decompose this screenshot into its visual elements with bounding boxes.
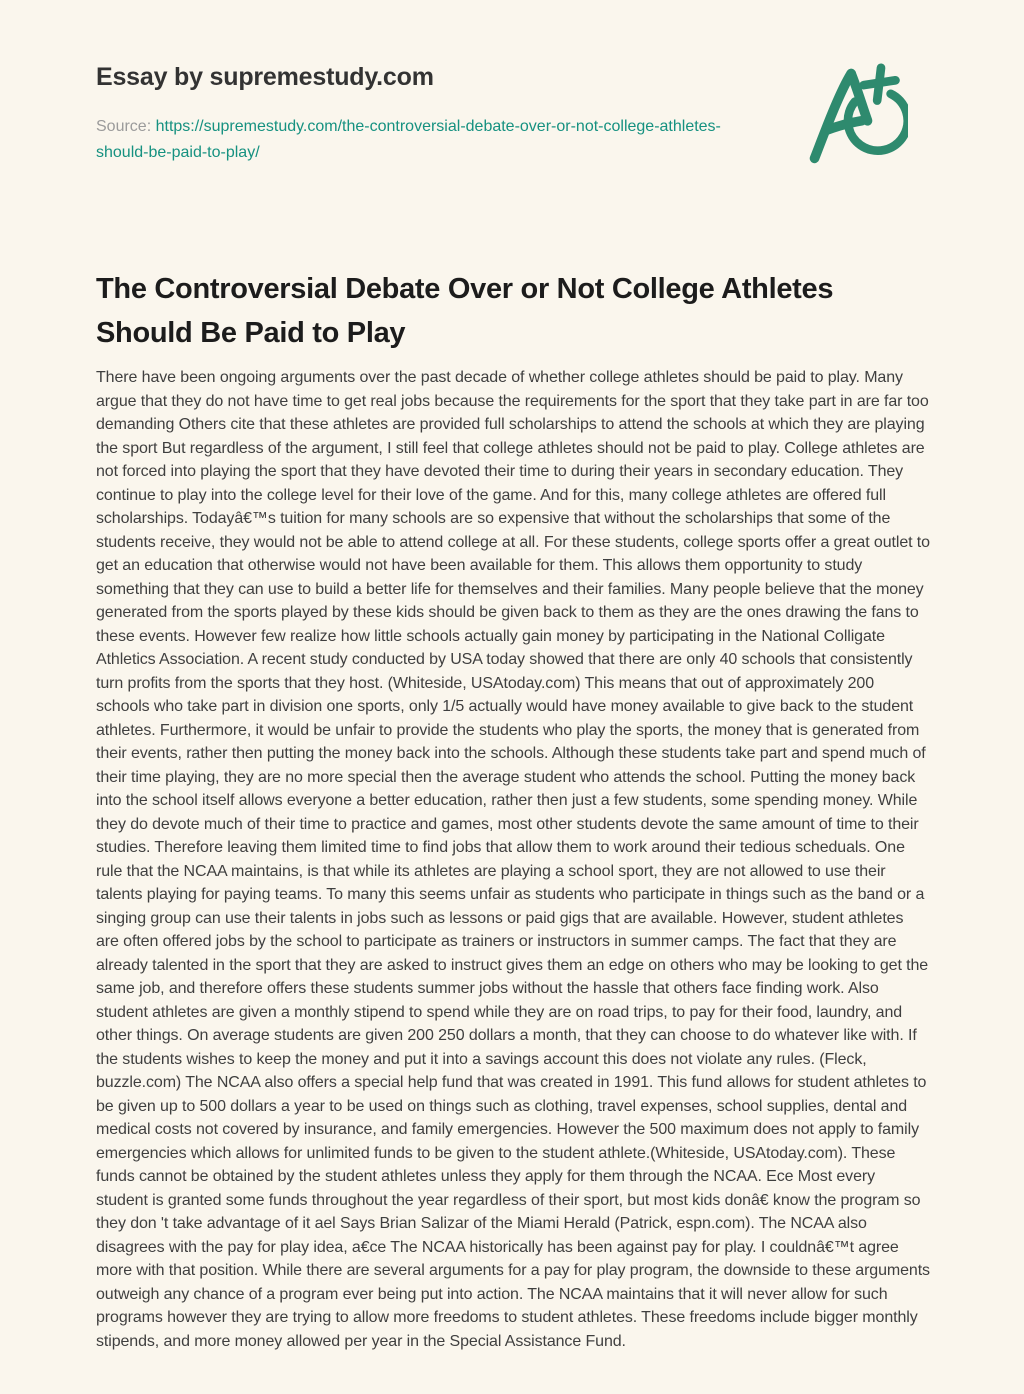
site-title: Essay by supremestudy.com	[96, 63, 434, 91]
a-plus-logo-icon	[802, 60, 908, 175]
source-line	[96, 114, 751, 166]
document-header	[96, 62, 930, 175]
source-label: Source:	[96, 118, 152, 135]
essay-title: The Controversial Debate Over or Not College Athletes Should Be Paid to Play	[96, 273, 834, 349]
header-text-block	[96, 62, 751, 166]
source-url-link[interactable]: https://supremestudy.com/the-controversial-debate-over-or-not-college-athletes-should-be-paid-to-play/	[96, 118, 721, 161]
essay-body-text: There have been ongoing arguments over the past decade of whether college athletes should be paid to play. Many argue that they do not have time to get real jobs because the requirements for the sport that they take part in are far too demanding Others cite that these athletes are provided full scholarships to attend the schools at which they are playing the sport But regardless of the argument, I still feel that college athletes should not be paid to play. College athletes are not forced into playing the sport that they have devoted their time to during their years in secondary education. They continue to play into the college level for their love of the game. And for this, many college athletes are offered full scholarships. Todayâ€™s tuition for many schools are so expensive that without the scholarships that some of the students receive, they would not be able to attend college at all. For these students, college sports offer a great outlet to get an education that otherwise would not have been available for them. This allows them opportunity to study something that they can use to build a better life for themselves and their families. Many people believe that the money generated from the sports played by these kids should be given back to them as they are the ones drawing the fans to these events. However few realize how little schools actually gain money by participating in the National Colligate Athletics Association. A recent study conducted by USA today showed that there are only 40 schools that consistently turn profits from the sports that they host. (Whiteside, USAtoday.com) This means that out of approximately 200 schools who take part in division one sports, only 1/5 actually would have money available to give back to the student athletes. Furthermore, it would be unfair to provide the students who play the sports, the money that is generated from their events, rather then putting the money back into the schools. Although these students take part and spend much of their time playing, they are no more special then the average student who attends the school. Putting the money back into the school itself allows everyone a better education, rather then just a few students, some spending money. While they do devote much of their time to practice and games, most other students devote the same amount of time to their studies. Therefore leaving them limited time to find jobs that allow them to work around their tedious scheduals. One rule that the NCAA maintains, is that while its athletes are playing a school sport, they are not allowed to use their talents playing for paying teams. To many this seems unfair as students who participate in things such as the band or a singing group can use their talents in jobs such as lessons or paid gigs that are available. However, student athletes are often offered jobs by the school to participate as trainers or instructors in summer camps. The fact that they are already talented in the sport that they are asked to instruct gives them an edge on others who may be looking to get the same job, and therefore offers these students summer jobs without the hassle that others face finding work. Also student athletes are given a monthly stipend to spend while they are on road trips, to pay for their food, laundry, and other things. On average students are given 200 250 dollars a month, that they can choose to do whatever like with. If the students wishes to keep the money and put it into a savings account this does not violate any rules. (Fleck, buzzle.com) The NCAA also offers a special help fund that was created in 1991. This fund allows for student athletes to be given up to 500 dollars a year to be used on things such as clothing, travel expenses, school supplies, dental and medical costs not covered by insurance, and family emergencies. However the 500 maximum does not apply to family emergencies which allows for unlimited funds to be given to the student athlete.(Whiteside, USAtoday.com). These funds cannot be obtained by the student athletes unless they apply for them through the NCAA. Ece Most every student is granted some funds throughout the year regardless of their sport, but most kids donâ€ know the program so they don 't take advantage of it ael Says Brian Salizar of the Miami Herald (Patrick, espn.com). The NCAA also disagrees with the pay for play idea, a€ce The NCAA historically has been against pay for play. I couldnâ€™t agree more with that position. While there are several arguments for a pay for play program, the downside to these arguments outweigh any chance of a program ever being put into action. The NCAA maintains that it will never allow for such programs however they are trying to allow more freedoms to student athletes. These freedoms include bigger monthly stipends, and more money allowed per year in the Special Assistance Fund.	[96, 369, 930, 1350]
